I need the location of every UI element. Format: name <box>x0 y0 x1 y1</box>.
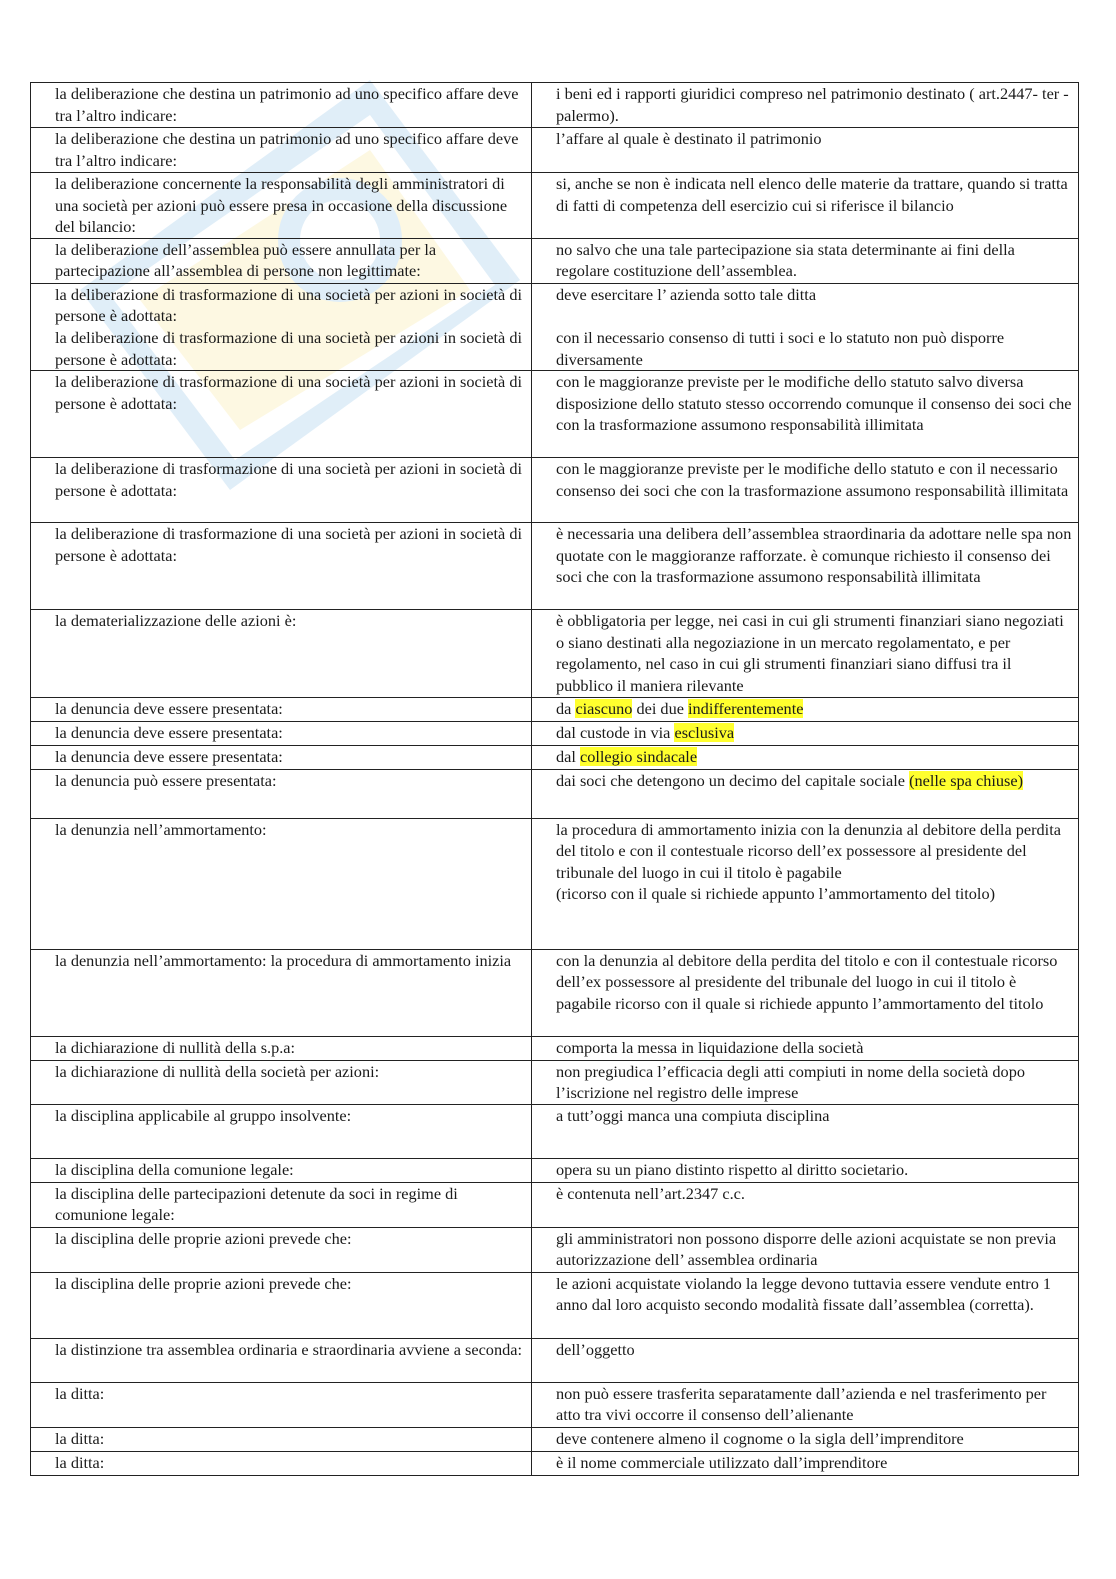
answer-text: deve contenere almeno il cognome o la sigla dell’imprenditore <box>556 1428 964 1448</box>
answer-text: dell’oggetto <box>556 1339 635 1359</box>
question-cell <box>31 1227 532 1272</box>
question-text: la ditta: <box>55 1383 105 1403</box>
answer-cell <box>532 721 1079 745</box>
table-row <box>31 238 1079 283</box>
answer-cell <box>532 818 1079 949</box>
answer-cell <box>532 745 1079 769</box>
answer-text: non può essere trasferita separatamente dall’azienda e nel trasferimento per atto tra vivi occorre il consenso dell’alienante <box>556 1383 1047 1425</box>
question-cell <box>31 769 532 818</box>
question-text: la ditta: <box>55 1452 105 1472</box>
table-row <box>31 283 1079 327</box>
answer-text: con le maggioranze previste per le modifiche dello statuto e con il necessario consenso dei soci che con la trasformazione assumono responsabilità illimitata <box>556 459 1069 500</box>
question-text: la denuncia deve essere presentata: <box>55 746 283 766</box>
question-cell <box>31 371 532 458</box>
answer-text: dal <box>556 746 580 766</box>
answer-cell <box>532 949 1079 1036</box>
highlighted-text: (nelle spa chiuse) <box>909 770 1023 790</box>
answer-cell <box>532 1227 1079 1272</box>
question-cell <box>31 721 532 745</box>
question-cell <box>31 1036 532 1060</box>
answer-text: dei due <box>632 698 689 718</box>
question-text: la disciplina applicabile al gruppo insolvente: <box>55 1105 352 1125</box>
table-row <box>31 1272 1079 1338</box>
question-text: la deliberazione di trasformazione di una società per azioni in società di persone è adottata: <box>55 524 522 565</box>
question-cell <box>31 1104 532 1158</box>
answer-text: da <box>556 698 576 718</box>
question-cell <box>31 697 532 721</box>
answer-note: (ricorso con il quale si richiede appunto l’ammortamento del titolo) <box>556 884 996 904</box>
answer-cell <box>532 1451 1079 1475</box>
table-row <box>31 610 1079 697</box>
answer-cell <box>532 1104 1079 1158</box>
answer-text: con la denunzia al debitore della perdita del titolo e con il contestuale ricorso dell’ex possessore al presidente del tribunale del luogo in cui il titolo è pagabile ricorso con il quale si richiede appunto l’ammortamento del titolo <box>556 950 1058 1013</box>
question-text: la deliberazione dell’assemblea può essere annullata per la partecipazione all’assemblea di persone non legittimate: <box>55 239 437 281</box>
question-cell <box>31 610 532 697</box>
question-cell <box>31 523 532 610</box>
question-cell <box>31 1060 532 1104</box>
question-text: la deliberazione di trasformazione di una società per azioni in società di persone è adottata: <box>55 372 522 413</box>
table-row <box>31 949 1079 1036</box>
question-cell <box>31 1382 532 1427</box>
answer-cell <box>532 327 1079 371</box>
answer-text: è contenuta nell’art.2347 c.c. <box>556 1183 745 1203</box>
answer-cell <box>532 1382 1079 1427</box>
table-row <box>31 1060 1079 1104</box>
question-cell <box>31 818 532 949</box>
table-row <box>31 1158 1079 1182</box>
question-text: la denuncia deve essere presentata: <box>55 722 283 742</box>
question-text: la disciplina delle proprie azioni prevede che: <box>55 1273 352 1293</box>
question-text: la deliberazione di trasformazione di una società per azioni in società di persone è adottata: <box>55 459 522 500</box>
table-row <box>31 769 1079 818</box>
qa-table <box>30 82 1079 1476</box>
answer-text: la procedura di ammortamento inizia con la denunzia al debitore della perdita del titolo e con il contestuale ricorso dell’ex possessore al presidente del tribunale del luogo in cui il titolo è pagabile <box>556 819 1061 882</box>
question-cell <box>31 238 532 283</box>
answer-cell <box>532 1158 1079 1182</box>
answer-cell <box>532 238 1079 283</box>
answer-text: deve esercitare l’ azienda sotto tale ditta <box>556 284 817 304</box>
question-text: la denuncia deve essere presentata: <box>55 698 283 718</box>
highlighted-text: ciascuno <box>575 698 633 718</box>
answer-cell <box>532 1182 1079 1227</box>
answer-text: gli amministratori non possono disporre delle azioni acquistate se non previa autorizzazione dell’ assemblea ordinaria <box>556 1228 1057 1270</box>
answer-cell <box>532 458 1079 523</box>
highlighted-text: esclusiva <box>674 722 735 742</box>
table-row <box>31 83 1079 128</box>
answer-cell <box>532 128 1079 173</box>
answer-text: con le maggioranze previste per le modifiche dello statuto salvo diversa disposizione dello statuto stesso occorrendo comunque il consenso dei soci che con la trasformazione assumono responsabilità illimitata <box>556 372 1072 435</box>
question-text: la disciplina della comunione legale: <box>55 1159 294 1179</box>
answer-cell <box>532 610 1079 697</box>
question-text: la deliberazione concernente la responsabilità degli amministratori di una società per azioni può essere presa in occasione della discussione del bilancio: <box>55 174 508 237</box>
table-row <box>31 458 1079 523</box>
table-row <box>31 697 1079 721</box>
table-row <box>31 1427 1079 1451</box>
answer-text: si, anche se non è indicata nell elenco delle materie da trattare, quando si tratta di fatti di competenza dell esercizio cui si riferisce il bilancio <box>556 174 1068 215</box>
highlighted-text: indifferentemente <box>688 698 804 718</box>
answer-cell <box>532 173 1079 239</box>
question-text: la dematerializzazione delle azioni è: <box>55 611 297 631</box>
question-cell <box>31 1182 532 1227</box>
answer-cell <box>532 1036 1079 1060</box>
table-row <box>31 745 1079 769</box>
table-row <box>31 1451 1079 1475</box>
table-row <box>31 721 1079 745</box>
question-text: la deliberazione che destina un patrimonio ad uno specifico affare deve tra l’altro indicare: <box>55 129 519 170</box>
question-cell <box>31 949 532 1036</box>
table-row <box>31 1338 1079 1382</box>
answer-text: è il nome commerciale utilizzato dall’imprenditore <box>556 1452 888 1472</box>
table-row <box>31 1104 1079 1158</box>
question-text: la denunzia nell’ammortamento: la procedura di ammortamento inizia <box>55 950 512 970</box>
answer-cell <box>532 769 1079 818</box>
answer-text: dal custode in via <box>556 722 675 742</box>
answer-text: no salvo che una tale partecipazione sia stata determinante ai fini della regolare costituzione dell’assemblea. <box>556 239 1015 281</box>
answer-cell <box>532 1060 1079 1104</box>
question-text: la distinzione tra assemblea ordinaria e straordinaria avviene a seconda: <box>55 1339 522 1359</box>
answer-text: dai soci che detengono un decimo del capitale sociale <box>556 770 910 790</box>
table-row <box>31 523 1079 610</box>
answer-text: l’affare al quale è destinato il patrimonio <box>556 129 822 148</box>
answer-text: a tutt’oggi manca una compiuta disciplina <box>556 1105 830 1125</box>
answer-text: le azioni acquistate violando la legge devono tuttavia essere vendute entro 1 anno dal loro acquisto secondo modalità fissate dall’assemblea (corretta). <box>556 1273 1052 1315</box>
question-text: la deliberazione che destina un patrimonio ad uno specifico affare deve tra l’altro indicare: <box>55 84 519 125</box>
answer-text: è obbligatoria per legge, nei casi in cui gli strumenti finanziari siano negoziati o siano destinati alla negoziazione in un mercato regolamentato, e per regolamento, nel caso in cui gli strumenti finanziari siano diffusi tra il pubblico il maniera rilevante <box>556 611 1064 695</box>
answer-text: è necessaria una delibera dell’assemblea straordinaria da adottare nelle spa non quotate con le maggioranze rafforzate. è comunque richiesto il consenso dei soci che con la trasformazione assumono responsabilità illimitata <box>556 524 1072 587</box>
question-text: la dichiarazione di nullità della s.p.a: <box>55 1037 296 1057</box>
question-text: la disciplina delle partecipazioni detenute da soci in regime di comunione legale: <box>55 1183 458 1225</box>
question-cell <box>31 283 532 327</box>
question-text: la deliberazione di trasformazione di una società per azioni in società di persone è adottata: <box>55 284 522 326</box>
answer-cell <box>532 371 1079 458</box>
answer-text: opera su un piano distinto rispetto al diritto societario. <box>556 1159 909 1179</box>
question-text: la ditta: <box>55 1428 105 1448</box>
question-cell <box>31 128 532 173</box>
question-cell <box>31 458 532 523</box>
qa-table-body <box>31 83 1079 1476</box>
answer-cell <box>532 697 1079 721</box>
table-row <box>31 327 1079 371</box>
question-text: la denuncia può essere presentata: <box>55 770 277 790</box>
question-text: la denunzia nell’ammortamento: <box>55 819 267 839</box>
answer-text: comporta la messa in liquidazione della società <box>556 1037 864 1057</box>
question-cell <box>31 83 532 128</box>
answer-text: non pregiudica l’efficacia degli atti compiuti in nome della società dopo l’iscrizione nel registro delle imprese <box>556 1061 1025 1103</box>
question-text: la dichiarazione di nullità della società per azioni: <box>55 1061 380 1081</box>
question-cell <box>31 1272 532 1338</box>
answer-cell <box>532 523 1079 610</box>
question-text: la disciplina delle proprie azioni prevede che: <box>55 1228 352 1248</box>
answer-text: con il necessario consenso di tutti i soci e lo statuto non può disporre diversamente <box>556 327 1005 369</box>
answer-cell <box>532 283 1079 327</box>
table-row <box>31 1182 1079 1227</box>
highlighted-text: collegio sindacale <box>579 746 698 766</box>
answer-cell <box>532 83 1079 128</box>
answer-text: i beni ed i rapporti giuridici compreso nel patrimonio destinato ( art.2447- ter - palermo). <box>556 84 1069 125</box>
question-cell <box>31 1338 532 1382</box>
table-row <box>31 1382 1079 1427</box>
table-row <box>31 128 1079 173</box>
table-row <box>31 173 1079 239</box>
question-cell <box>31 1451 532 1475</box>
question-cell <box>31 1427 532 1451</box>
table-row <box>31 818 1079 949</box>
question-cell <box>31 327 532 371</box>
answer-cell <box>532 1338 1079 1382</box>
table-row <box>31 371 1079 458</box>
question-cell <box>31 745 532 769</box>
question-cell <box>31 173 532 239</box>
table-row <box>31 1227 1079 1272</box>
table-row <box>31 1036 1079 1060</box>
question-text: la deliberazione di trasformazione di una società per azioni in società di persone è adottata: <box>55 327 522 369</box>
answer-cell <box>532 1272 1079 1338</box>
question-cell <box>31 1158 532 1182</box>
answer-cell <box>532 1427 1079 1451</box>
